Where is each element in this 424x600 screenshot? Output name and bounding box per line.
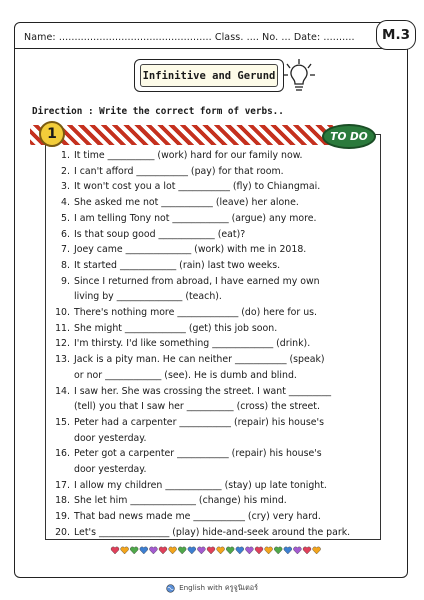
question-text: It started ____________ (rain) last two weeks.	[74, 259, 281, 271]
question-number: 10.	[55, 307, 70, 319]
question-item	[52, 321, 380, 337]
question-item	[52, 478, 380, 494]
question-item	[52, 305, 380, 321]
question-text: or nor ____________ (see). He is dumb and blind.	[74, 369, 297, 381]
heart-icon	[169, 547, 177, 554]
question-number: 15.	[55, 416, 70, 428]
question-text: It time __________ (work) hard for our family now.	[74, 150, 303, 161]
question-item	[52, 462, 380, 478]
question-number: 11.	[55, 322, 70, 334]
question-number: 19.	[55, 511, 70, 523]
question-text: I allow my children ____________ (stay) up late tonight.	[74, 479, 327, 491]
question-number	[52, 368, 70, 384]
footer-text: English with ครูจูนิเตอร์	[179, 583, 258, 592]
question-list	[52, 148, 380, 541]
heart-icon	[217, 547, 225, 554]
question-number: 20.	[55, 526, 70, 538]
question-item	[52, 289, 380, 305]
question-item	[52, 242, 380, 258]
question-number	[52, 431, 70, 447]
question-text: Is that soup good ____________ (eat)?	[74, 228, 246, 240]
question-text: She might _____________ (get) this job soon.	[74, 322, 278, 334]
question-item	[52, 211, 380, 227]
question-item	[52, 336, 380, 352]
heart-icon	[130, 547, 138, 554]
heart-icon	[121, 547, 129, 554]
heart-icon	[111, 547, 119, 554]
question-number: 6.	[61, 228, 70, 240]
heart-icon	[303, 547, 311, 554]
heart-icon	[255, 547, 263, 554]
question-text: living by ______________ (teach).	[74, 291, 222, 303]
globe-icon	[166, 584, 175, 593]
heart-icon	[207, 547, 215, 554]
question-item	[52, 195, 380, 211]
heart-icon	[178, 547, 186, 554]
question-number: 9.	[61, 275, 70, 287]
question-number: 17.	[55, 479, 70, 491]
question-number: 3.	[61, 181, 70, 193]
question-text: Since I returned from abroad, I have earned my own	[74, 275, 320, 287]
question-item	[52, 227, 380, 243]
question-number: 1.	[61, 150, 70, 161]
question-text: She asked me not ___________ (leave) her alone.	[74, 197, 299, 209]
heart-icon	[226, 547, 234, 554]
question-text: I saw her. She was crossing the street. I want _________	[74, 385, 332, 397]
exercise-number-badge: 1	[39, 121, 65, 147]
question-text: (tell) you that I saw her __________ (cross) the street.	[74, 401, 320, 413]
student-info-line: Name: ................................................. Class. .... No. ... Date: ..........	[24, 32, 355, 43]
heart-icon	[188, 547, 196, 554]
heart-icon	[284, 547, 292, 554]
todo-badge: TO DO	[322, 124, 376, 149]
question-text: That bad news made me ___________ (cry) very hard.	[74, 511, 321, 523]
question-item	[52, 368, 380, 384]
question-number	[52, 462, 70, 478]
question-text: She let him ______________ (change) his mind.	[74, 495, 287, 507]
question-number: 7.	[61, 244, 70, 256]
direction-text: Direction : Write the correct form of verbs..	[32, 106, 284, 117]
question-item	[52, 431, 380, 447]
question-number: 8.	[61, 259, 70, 271]
question-text: Peter had a carpenter ___________ (repair) his house's	[74, 416, 324, 428]
question-text: Let's _______________ (play) hide-and-seek around the park.	[74, 526, 351, 538]
question-number: 14.	[55, 385, 70, 397]
question-item	[52, 509, 380, 525]
heart-icon	[159, 547, 167, 554]
heart-icon	[274, 547, 282, 554]
question-item	[52, 446, 380, 462]
question-text: Jack is a pity man. He can neither ___________ (speak)	[74, 354, 325, 366]
question-text: Peter got a carpenter ___________ (repair) his house's	[74, 448, 322, 460]
question-number: 18.	[55, 495, 70, 507]
question-number: 4.	[61, 197, 70, 209]
question-number: 13.	[55, 354, 70, 366]
heart-icon	[245, 547, 253, 554]
card-header-stripe	[30, 125, 360, 145]
question-text: door yesterday.	[74, 432, 147, 444]
question-text: I am telling Tony not ____________ (argue) any more.	[74, 212, 317, 224]
heart-icon	[197, 547, 205, 554]
footer	[0, 583, 424, 594]
lightbulb-icon	[278, 56, 320, 98]
question-item	[52, 525, 380, 541]
hearts-border	[110, 544, 322, 558]
question-item	[52, 493, 380, 509]
question-item	[52, 164, 380, 180]
question-item	[52, 352, 380, 368]
worksheet-title: Infinitive and Gerund	[140, 64, 278, 87]
heart-icon	[265, 547, 273, 554]
question-item	[52, 399, 380, 415]
question-number: 5.	[61, 212, 70, 224]
question-text: I can't afford ___________ (pay) for that room.	[74, 165, 284, 177]
question-item	[52, 384, 380, 400]
heart-icon	[149, 547, 157, 554]
question-text: door yesterday.	[74, 464, 147, 476]
question-number: 12.	[55, 338, 70, 350]
header-divider	[14, 48, 408, 49]
heart-icon	[293, 547, 301, 554]
heart-icon	[313, 547, 321, 554]
heart-icon	[140, 547, 148, 554]
question-number	[52, 289, 70, 305]
question-number: 2.	[61, 165, 70, 177]
question-number: 16.	[55, 448, 70, 460]
question-item	[52, 274, 380, 290]
question-text: Joey came ______________ (work) with me in 2018.	[74, 244, 307, 256]
question-number	[52, 399, 70, 415]
heart-icon	[236, 547, 244, 554]
question-item	[52, 415, 380, 431]
question-item	[52, 258, 380, 274]
level-badge: M.3	[376, 20, 416, 50]
question-text: It won't cost you a lot ___________ (fly) to Chiangmai.	[74, 181, 321, 193]
question-text: There's nothing more _____________ (do) here for us.	[74, 307, 318, 319]
question-item	[52, 148, 380, 164]
question-item	[52, 179, 380, 195]
title-box	[134, 59, 284, 92]
question-text: I'm thirsty. I'd like something _____________ (drink).	[74, 338, 311, 350]
